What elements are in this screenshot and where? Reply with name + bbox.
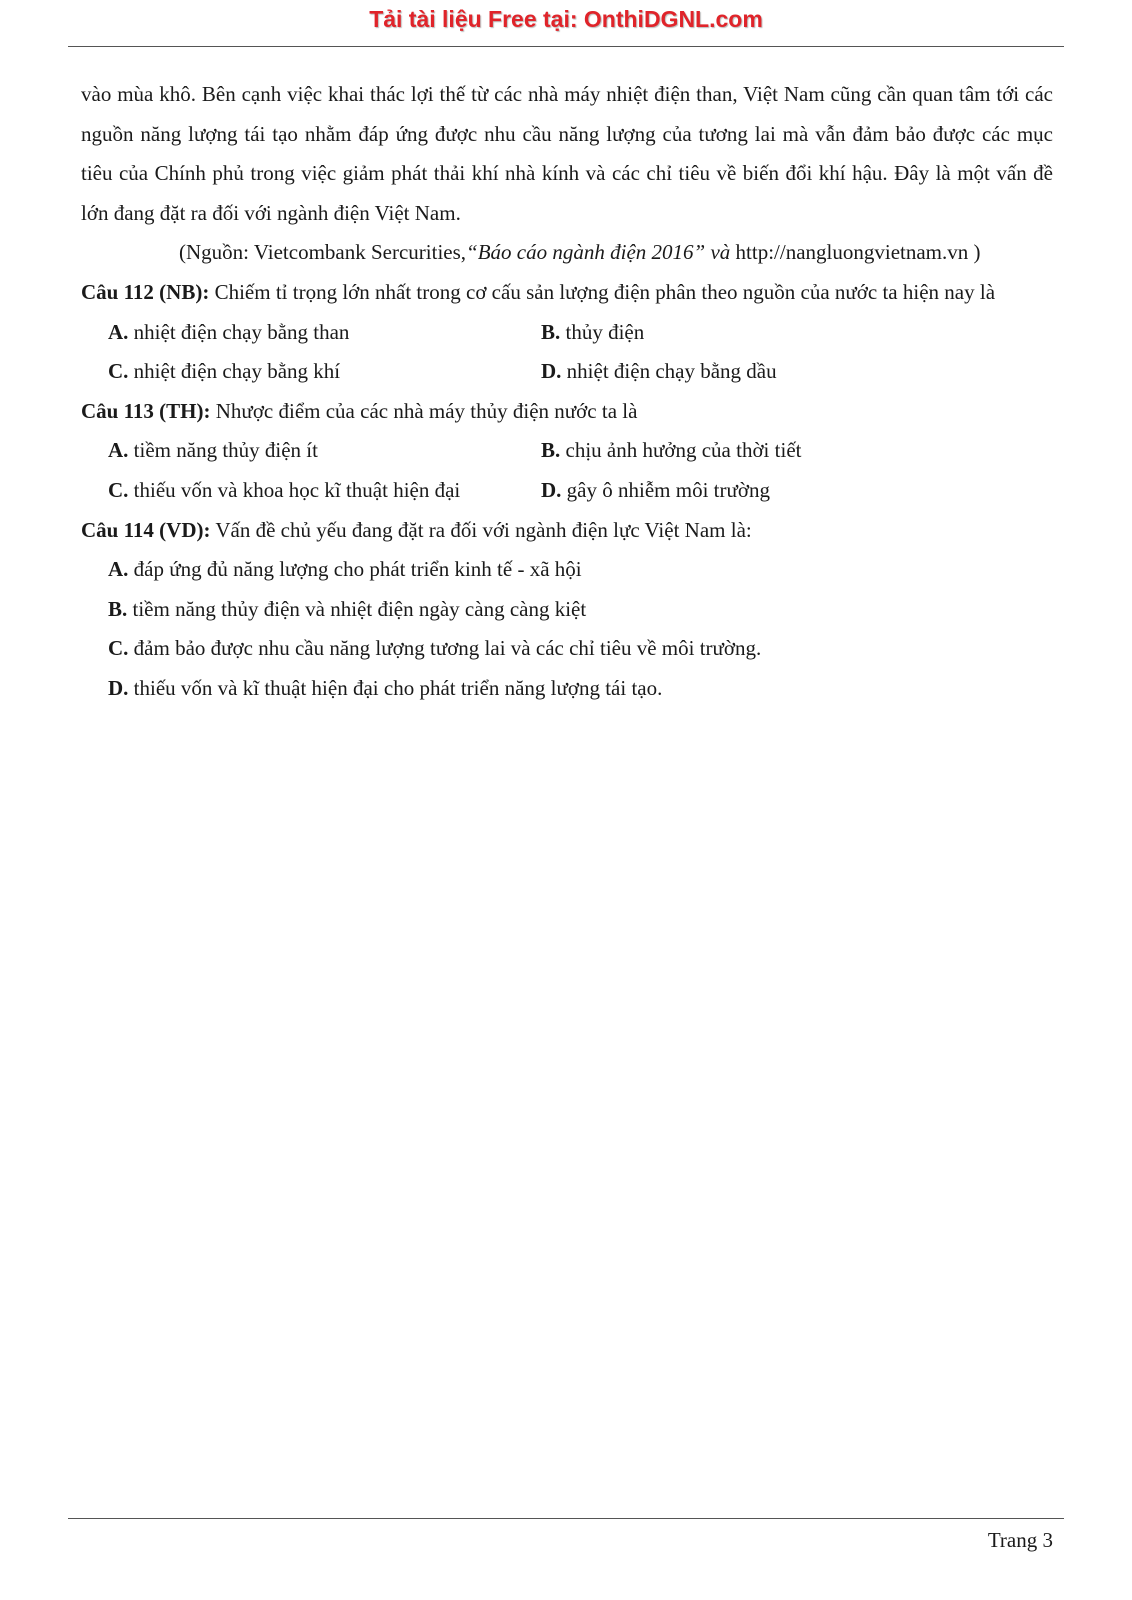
option-a: A. nhiệt điện chạy bằng than bbox=[108, 319, 350, 344]
source-url: http://nangluongvietnam.vn ) bbox=[730, 240, 981, 265]
option-c: C. đảm bảo được nhu cầu năng lượng tương lai và các chỉ tiêu về môi trường. bbox=[108, 636, 762, 661]
page-content bbox=[81, 75, 1053, 709]
option-b: B. chịu ảnh hưởng của thời tiết bbox=[541, 438, 802, 463]
source-prefix: (Nguồn: Vietcombank Sercurities, bbox=[179, 240, 467, 265]
option-d: D. gây ô nhiễm môi trường bbox=[541, 477, 770, 502]
option-a: A. đáp ứng đủ năng lượng cho phát triển kinh tế - xã hội bbox=[108, 557, 582, 582]
site-banner: Tải tài liệu Free tại: OnthiDGNL.com bbox=[369, 6, 763, 32]
option-b: B. tiềm năng thủy điện và nhiệt điện ngày càng càng kiệt bbox=[108, 596, 587, 621]
options-113 bbox=[81, 431, 1053, 510]
options-112 bbox=[81, 313, 1053, 392]
options-114 bbox=[81, 550, 1053, 708]
question-label: Câu 112 (NB): bbox=[81, 279, 210, 304]
source-title: “Báo cáo ngành điện 2016” và bbox=[466, 240, 731, 265]
page-number: Trang 3 bbox=[987, 1528, 1053, 1552]
question-label: Câu 114 (VD): bbox=[81, 517, 211, 542]
question-113 bbox=[81, 392, 1053, 432]
option-b: B. thủy điện bbox=[541, 319, 645, 344]
option-c: C. nhiệt điện chạy bằng khí bbox=[108, 359, 341, 384]
header-divider bbox=[68, 46, 1064, 47]
question-text: Chiếm tỉ trọng lớn nhất trong cơ cấu sản lượng điện phân theo nguồn của nước ta hiện nay là bbox=[209, 279, 996, 304]
option-a: A. tiềm năng thủy điện ít bbox=[108, 438, 318, 463]
question-text: Vấn đề chủ yếu đang đặt ra đối với ngành điện lực Việt Nam là: bbox=[210, 517, 752, 542]
question-label: Câu 113 (TH): bbox=[81, 398, 211, 423]
question-text: Nhược điểm của các nhà máy thủy điện nước ta là bbox=[210, 398, 638, 423]
footer-divider bbox=[68, 1518, 1064, 1519]
passage-source bbox=[81, 233, 1053, 273]
question-112 bbox=[81, 273, 1053, 313]
question-114 bbox=[81, 511, 1053, 551]
passage-text: vào mùa khô. Bên cạnh việc khai thác lợi thế từ các nhà máy nhiệt điện than, Việt Nam cũng cần quan tâm tới các nguồn năng lượng tái tạo nhằm đáp ứng được nhu cầu năng lượng của tương lai mà vẫn đảm bảo được các mục tiêu của Chính phủ trong việc giảm phát thải khí nhà kính và các chỉ tiêu về biến đổi khí hậu. Đây là một vấn đề lớn đang đặt ra đối với ngành điện Việt Nam. bbox=[81, 82, 1053, 225]
option-d: D. thiếu vốn và kĩ thuật hiện đại cho phát triển năng lượng tái tạo. bbox=[108, 675, 663, 700]
option-c: C. thiếu vốn và khoa học kĩ thuật hiện đại bbox=[108, 477, 461, 502]
option-d: D. nhiệt điện chạy bằng dầu bbox=[541, 359, 777, 384]
